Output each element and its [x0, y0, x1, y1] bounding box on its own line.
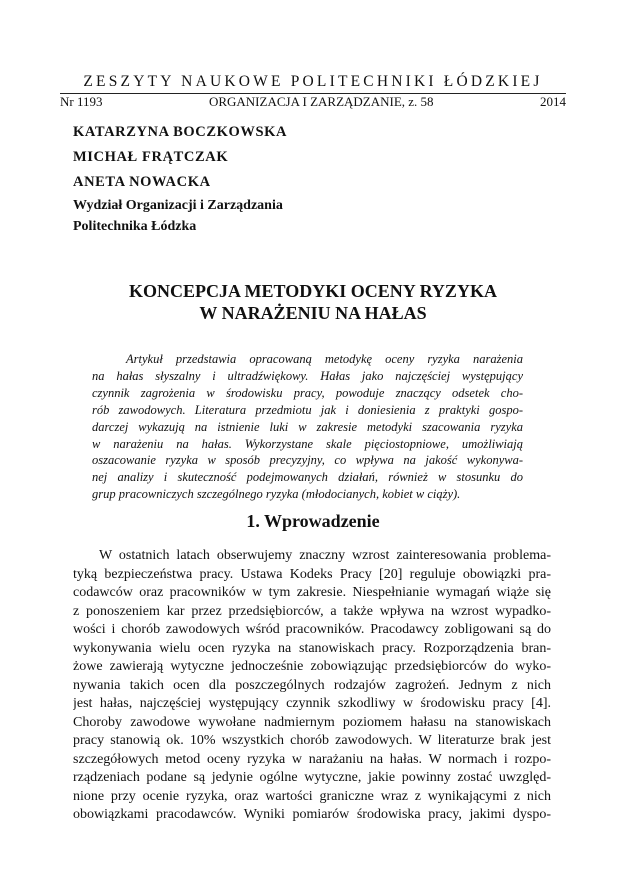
abstract-line: na hałas słyszalny i ultradźwiękowy. Hałas jako najczęściej występujący: [92, 368, 523, 383]
abstract-line: rób zawodowych. Literatura przedmiotu jak i doniesienia z praktyki gospo-: [92, 402, 523, 417]
body-line: codawców oraz pracowników w tym zakresie. Niespełnianie wymagań wiąże się: [73, 585, 551, 600]
abstract-line: nej analizy i skuteczność podejmowanych działań, również w stosunku do: [92, 470, 523, 485]
abstract-line: Artykuł przedstawia opracowaną metodykę oceny ryzyka narażenia: [126, 352, 523, 366]
body-line: nywania takich ocen dla poszczególnych rodzajów zagrożeń. Jednym z nich: [73, 677, 551, 693]
body-line: obowiązkami pracodawców. Wyniki pomiarów środowiska pracy, jakimi dyspo-: [73, 807, 551, 822]
author-name: ANETA NOWACKA: [73, 174, 211, 190]
body-line: rządzeniach podane są jedynie ogólne wytyczne, jakie powinny zostać uwzględ-: [73, 770, 551, 785]
paper-title-line: KONCEPCJA METODYKI OCENY RYZYKA: [129, 281, 497, 301]
abstract-line: grup pracowniczych szczególnego ryzyka (młodocianych, kobiet w ciąży).: [92, 487, 461, 502]
body-line: szczegółowych metod oceny ryzyka w narażaniu na hałas. W normach i rozpo-: [73, 751, 551, 767]
body-paragraph: [73, 547, 551, 825]
abstract-line: oszacowanie ryzyka w sposób precyzyjny, co wpływa na jakość wykonywa-: [92, 453, 523, 468]
affiliation-university: Politechnika Łódzka: [73, 219, 197, 234]
body-line: tyką bezpieczeństwa pracy. Ustawa Kodeks Pracy [20] reguluje obowiązki pra-: [73, 566, 551, 582]
journal-series: ORGANIZACJA I ZARZĄDZANIE, z. 58: [208, 94, 434, 109]
body-line: wości i chorób zawodowych wśród pracowników. Pracodawcy zobligowani są do: [73, 622, 551, 637]
issue-number: Nr 1193: [60, 94, 103, 109]
affiliation-faculty: Wydział Organizacji i Zarządzania: [73, 198, 283, 213]
journal-title: ZESZYTY NAUKOWE POLITECHNIKI ŁÓDZKIEJ: [83, 73, 543, 90]
body-line: Choroby zawodowe wywołane nadmiernym poziomem hałasu na stanowiskach: [73, 714, 551, 730]
abstract: [92, 351, 523, 503]
body-line: wykonywania wielu ocen ryzyka na stanowiskach pracy. Rozporządzenia bran-: [73, 640, 551, 656]
body-line: żowe zawierają wytyczne jednocześnie zobowiązując przedsiębiorców do wyko-: [73, 659, 551, 674]
author-name: KATARZYNA BOCZKOWSKA: [73, 124, 288, 140]
author-name: MICHAŁ FRĄTCZAK: [73, 149, 229, 165]
abstract-line: w narażeniu na hałas. Wykorzystane skale pięciostopniowe, umożliwiają: [92, 436, 523, 451]
body-line: jest hałas, najczęściej występujący czynnik szkodliwy w środowisku pracy [4].: [73, 696, 551, 711]
abstract-line: darczej wykazują na istnienie luki w zakresie metodyki szacowania ryzyka: [92, 419, 523, 434]
body-line: pracy stanowią ok. 10% wszystkich chorób zawodowych. W literaturze brak jest: [73, 733, 551, 748]
journal-meta: [60, 94, 566, 110]
paper-title-line: W NARAŻENIU NA HAŁAS: [199, 303, 427, 323]
body-line: z ponoszeniem kar przez przedsiębiorców, a także wpływa na wzrost wypadko-: [73, 603, 551, 619]
body-line: W ostatnich latach obserwujemy znaczny wzrost zainteresowania problema-: [99, 548, 551, 563]
abstract-line: czynnik zagrożenia w środowisku pracy, powoduje znaczący odsetek cho-: [92, 385, 523, 400]
section-heading: 1. Wprowadzenie: [246, 511, 380, 531]
body-line: nione przy ocenie ryzyka, oraz wartości graniczne wraz z wynikającymi z nich: [73, 788, 551, 804]
publication-year: 2014: [540, 94, 566, 109]
